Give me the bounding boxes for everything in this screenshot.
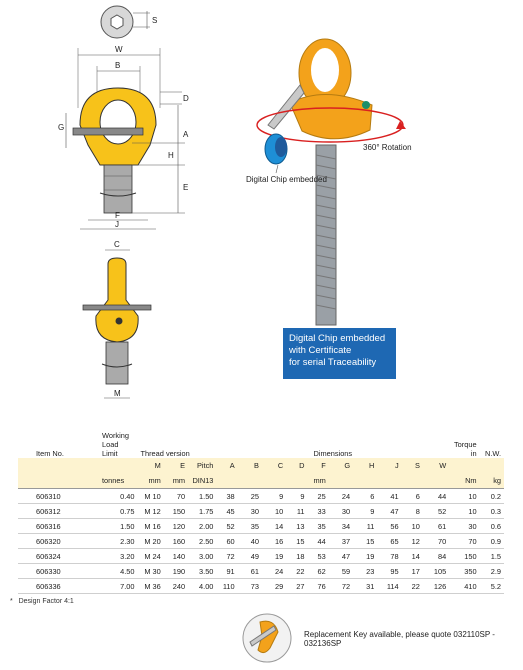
header-thread-version: Thread version xyxy=(140,449,190,458)
table-cell: 44 xyxy=(423,489,449,504)
col-a: A xyxy=(216,458,237,473)
table-cell: 606324 xyxy=(18,549,99,564)
table-cell: 22 xyxy=(286,564,307,579)
col-pitch: Pitch xyxy=(188,458,216,473)
table-cell: M 10 xyxy=(137,489,163,504)
table-cell: 15 xyxy=(353,534,377,549)
col-d: D xyxy=(286,458,307,473)
table-cell: 105 xyxy=(423,564,449,579)
table-cell: 70 xyxy=(449,534,479,549)
table-cell: 15 xyxy=(286,534,307,549)
table-cell: 0.75 xyxy=(99,504,137,519)
table-cell: 30 xyxy=(449,519,479,534)
table-cell: 84 xyxy=(423,549,449,564)
table-cell: 11 xyxy=(353,519,377,534)
table-cell: 126 xyxy=(423,579,449,594)
table-cell: 120 xyxy=(164,519,188,534)
label-w: W xyxy=(115,45,123,54)
table-cell: 22 xyxy=(402,579,423,594)
table-cell: 70 xyxy=(423,534,449,549)
table-cell: 6 xyxy=(402,489,423,504)
col-g: G xyxy=(329,458,353,473)
table-row xyxy=(18,534,504,549)
header-wll-line2: Load xyxy=(102,440,119,449)
table-cell: 24 xyxy=(329,489,353,504)
table-header-row xyxy=(18,414,504,458)
unit-torque: Nm xyxy=(449,473,479,489)
unit-dims: mm xyxy=(308,473,329,489)
footnote-mark: * xyxy=(10,598,13,605)
header-torque xyxy=(449,414,479,458)
col-c: C xyxy=(262,458,286,473)
table-cell: 4.50 xyxy=(99,564,137,579)
table-cell: 2.9 xyxy=(480,564,504,579)
table-cell: 110 xyxy=(216,579,237,594)
table-cell: M 20 xyxy=(137,534,163,549)
col-e: E xyxy=(164,458,188,473)
table-cell: 606336 xyxy=(18,579,99,594)
table-column-row xyxy=(18,458,504,473)
table-row xyxy=(18,489,504,504)
technical-drawing xyxy=(0,0,260,410)
header-torque-line2: in xyxy=(470,449,477,458)
info-box xyxy=(283,328,396,379)
header-wll-line3: Limit xyxy=(102,449,118,458)
table-cell: 25 xyxy=(308,489,329,504)
table-cell: 27 xyxy=(286,579,307,594)
table-cell: 1.50 xyxy=(188,489,216,504)
rotation-label: 360° Rotation xyxy=(363,143,412,152)
table-cell: M 24 xyxy=(137,549,163,564)
table-cell: 160 xyxy=(164,534,188,549)
table-cell: M 30 xyxy=(137,564,163,579)
table-cell: 95 xyxy=(377,564,401,579)
table-cell: 9 xyxy=(262,489,286,504)
info-box-line3: for serial Traceability xyxy=(289,357,377,368)
table-cell: 3.20 xyxy=(99,549,137,564)
table-cell: 5.2 xyxy=(480,579,504,594)
header-torque-line1: Torque xyxy=(453,440,477,449)
table-cell: 44 xyxy=(308,534,329,549)
table-cell: 19 xyxy=(262,549,286,564)
table-cell: 52 xyxy=(216,519,237,534)
table-cell: 3.00 xyxy=(188,549,216,564)
col-b: B xyxy=(238,458,262,473)
label-d: D xyxy=(183,94,189,103)
table-cell: 72 xyxy=(329,579,353,594)
table-cell: 25 xyxy=(238,489,262,504)
table-cell: 34 xyxy=(329,519,353,534)
table-cell: 410 xyxy=(449,579,479,594)
table-cell: 17 xyxy=(402,564,423,579)
table-cell: 37 xyxy=(329,534,353,549)
table-cell: 2.50 xyxy=(188,534,216,549)
chip-label: Digital Chip embedded xyxy=(246,175,327,184)
table-cell: 72 xyxy=(216,549,237,564)
table-cell: 56 xyxy=(377,519,401,534)
table-cell: 3.50 xyxy=(188,564,216,579)
table-cell: M 36 xyxy=(137,579,163,594)
header-item-no: Item No. xyxy=(36,449,64,458)
table-cell: 7.00 xyxy=(99,579,137,594)
table-cell: 2.00 xyxy=(188,519,216,534)
table-cell: 45 xyxy=(216,504,237,519)
info-box-line1: Digital Chip embedded xyxy=(289,333,386,344)
table-cell: 606320 xyxy=(18,534,99,549)
table-cell: 65 xyxy=(377,534,401,549)
replacement-key-text: Replacement Key available, please quote 032110SP - 032136SP xyxy=(304,630,495,648)
side-view-eyebolt xyxy=(83,240,151,398)
table-cell: 14 xyxy=(402,549,423,564)
table-cell: 30 xyxy=(238,504,262,519)
table-cell: 47 xyxy=(377,504,401,519)
label-h: H xyxy=(168,151,174,160)
table-cell: 9 xyxy=(286,489,307,504)
label-b: B xyxy=(115,61,121,70)
table-cell: 1.5 xyxy=(480,549,504,564)
label-m: M xyxy=(114,389,121,398)
table-cell: 10 xyxy=(449,504,479,519)
table-cell: 33 xyxy=(308,504,329,519)
info-box-line2: with Certificate xyxy=(289,345,352,356)
table-cell: 62 xyxy=(308,564,329,579)
table-row xyxy=(18,564,504,579)
table-cell: 49 xyxy=(238,549,262,564)
header-nw: N.W. xyxy=(484,449,501,458)
label-a: A xyxy=(183,130,189,139)
table-cell: 16 xyxy=(262,534,286,549)
table-cell: 70 xyxy=(164,489,188,504)
table-cell: 606310 xyxy=(18,489,99,504)
table-cell: 0.9 xyxy=(480,534,504,549)
label-g: G xyxy=(58,123,65,132)
table-cell: 0.3 xyxy=(480,504,504,519)
spec-table xyxy=(18,414,504,594)
table-row xyxy=(18,549,504,564)
label-s: S xyxy=(152,16,158,25)
col-j: J xyxy=(377,458,401,473)
table-cell: 53 xyxy=(308,549,329,564)
table-cell: 35 xyxy=(308,519,329,534)
unit-e: mm xyxy=(164,473,188,489)
header-wll-line1: Working xyxy=(102,431,129,440)
table-cell: 35 xyxy=(238,519,262,534)
footnote xyxy=(10,598,74,605)
table-cell: 10 xyxy=(262,504,286,519)
table-cell: 91 xyxy=(216,564,237,579)
table-cell: 240 xyxy=(164,579,188,594)
table-cell: 1.50 xyxy=(99,519,137,534)
table-cell: 1.75 xyxy=(188,504,216,519)
table-cell: 47 xyxy=(329,549,353,564)
table-cell: 40 xyxy=(238,534,262,549)
col-s: S xyxy=(402,458,423,473)
table-cell: 61 xyxy=(423,519,449,534)
table-row xyxy=(18,504,504,519)
table-cell: 606330 xyxy=(18,564,99,579)
header-dimensions: Dimensions xyxy=(313,449,353,458)
table-cell: 0.40 xyxy=(99,489,137,504)
table-cell: 73 xyxy=(238,579,262,594)
table-cell: 0.6 xyxy=(480,519,504,534)
table-cell: 350 xyxy=(449,564,479,579)
table-cell: 11 xyxy=(286,504,307,519)
table-cell: 31 xyxy=(353,579,377,594)
table-cell: 23 xyxy=(353,564,377,579)
footnote-text: Design Factor 4:1 xyxy=(18,598,74,605)
table-cell: 2.30 xyxy=(99,534,137,549)
table-cell: 18 xyxy=(286,549,307,564)
table-cell: 76 xyxy=(308,579,329,594)
label-e: E xyxy=(183,183,189,192)
table-cell: 14 xyxy=(262,519,286,534)
label-j: J xyxy=(115,220,119,229)
label-f: F xyxy=(115,211,120,220)
table-cell: 29 xyxy=(262,579,286,594)
unit-nw: kg xyxy=(480,473,504,489)
table-cell: 41 xyxy=(377,489,401,504)
table-unit-row xyxy=(18,473,504,489)
table-cell: 19 xyxy=(353,549,377,564)
col-m: M xyxy=(137,458,163,473)
table-row xyxy=(18,519,504,534)
col-h: H xyxy=(353,458,377,473)
table-cell: 10 xyxy=(449,489,479,504)
table-cell: M 12 xyxy=(137,504,163,519)
table-cell: 59 xyxy=(329,564,353,579)
table-cell: 150 xyxy=(164,504,188,519)
table-cell: 60 xyxy=(216,534,237,549)
table-cell: 0.2 xyxy=(480,489,504,504)
table-cell: 6 xyxy=(353,489,377,504)
table-cell: 10 xyxy=(402,519,423,534)
label-c: C xyxy=(114,240,120,249)
table-cell: 13 xyxy=(286,519,307,534)
unit-wll: tonnes xyxy=(99,473,137,489)
unit-m: mm xyxy=(137,473,163,489)
table-cell: 52 xyxy=(423,504,449,519)
front-view-eyebolt xyxy=(73,88,156,213)
col-f: F xyxy=(308,458,329,473)
table-cell: 114 xyxy=(377,579,401,594)
unit-pitch: DIN13 xyxy=(188,473,216,489)
table-cell: M 16 xyxy=(137,519,163,534)
table-cell: 9 xyxy=(353,504,377,519)
table-cell: 606312 xyxy=(18,504,99,519)
table-cell: 24 xyxy=(262,564,286,579)
table-cell: 61 xyxy=(238,564,262,579)
table-cell: 140 xyxy=(164,549,188,564)
table-cell: 38 xyxy=(216,489,237,504)
table-row xyxy=(18,579,504,594)
table-cell: 30 xyxy=(329,504,353,519)
table-cell: 8 xyxy=(402,504,423,519)
table-cell: 150 xyxy=(449,549,479,564)
table-cell: 12 xyxy=(402,534,423,549)
col-w: W xyxy=(423,458,449,473)
header-wll xyxy=(99,414,137,458)
table-cell: 190 xyxy=(164,564,188,579)
table-cell: 606316 xyxy=(18,519,99,534)
table-cell: 4.00 xyxy=(188,579,216,594)
table-cell: 78 xyxy=(377,549,401,564)
replacement-key-photo xyxy=(240,612,295,664)
top-view-nut xyxy=(101,6,157,38)
